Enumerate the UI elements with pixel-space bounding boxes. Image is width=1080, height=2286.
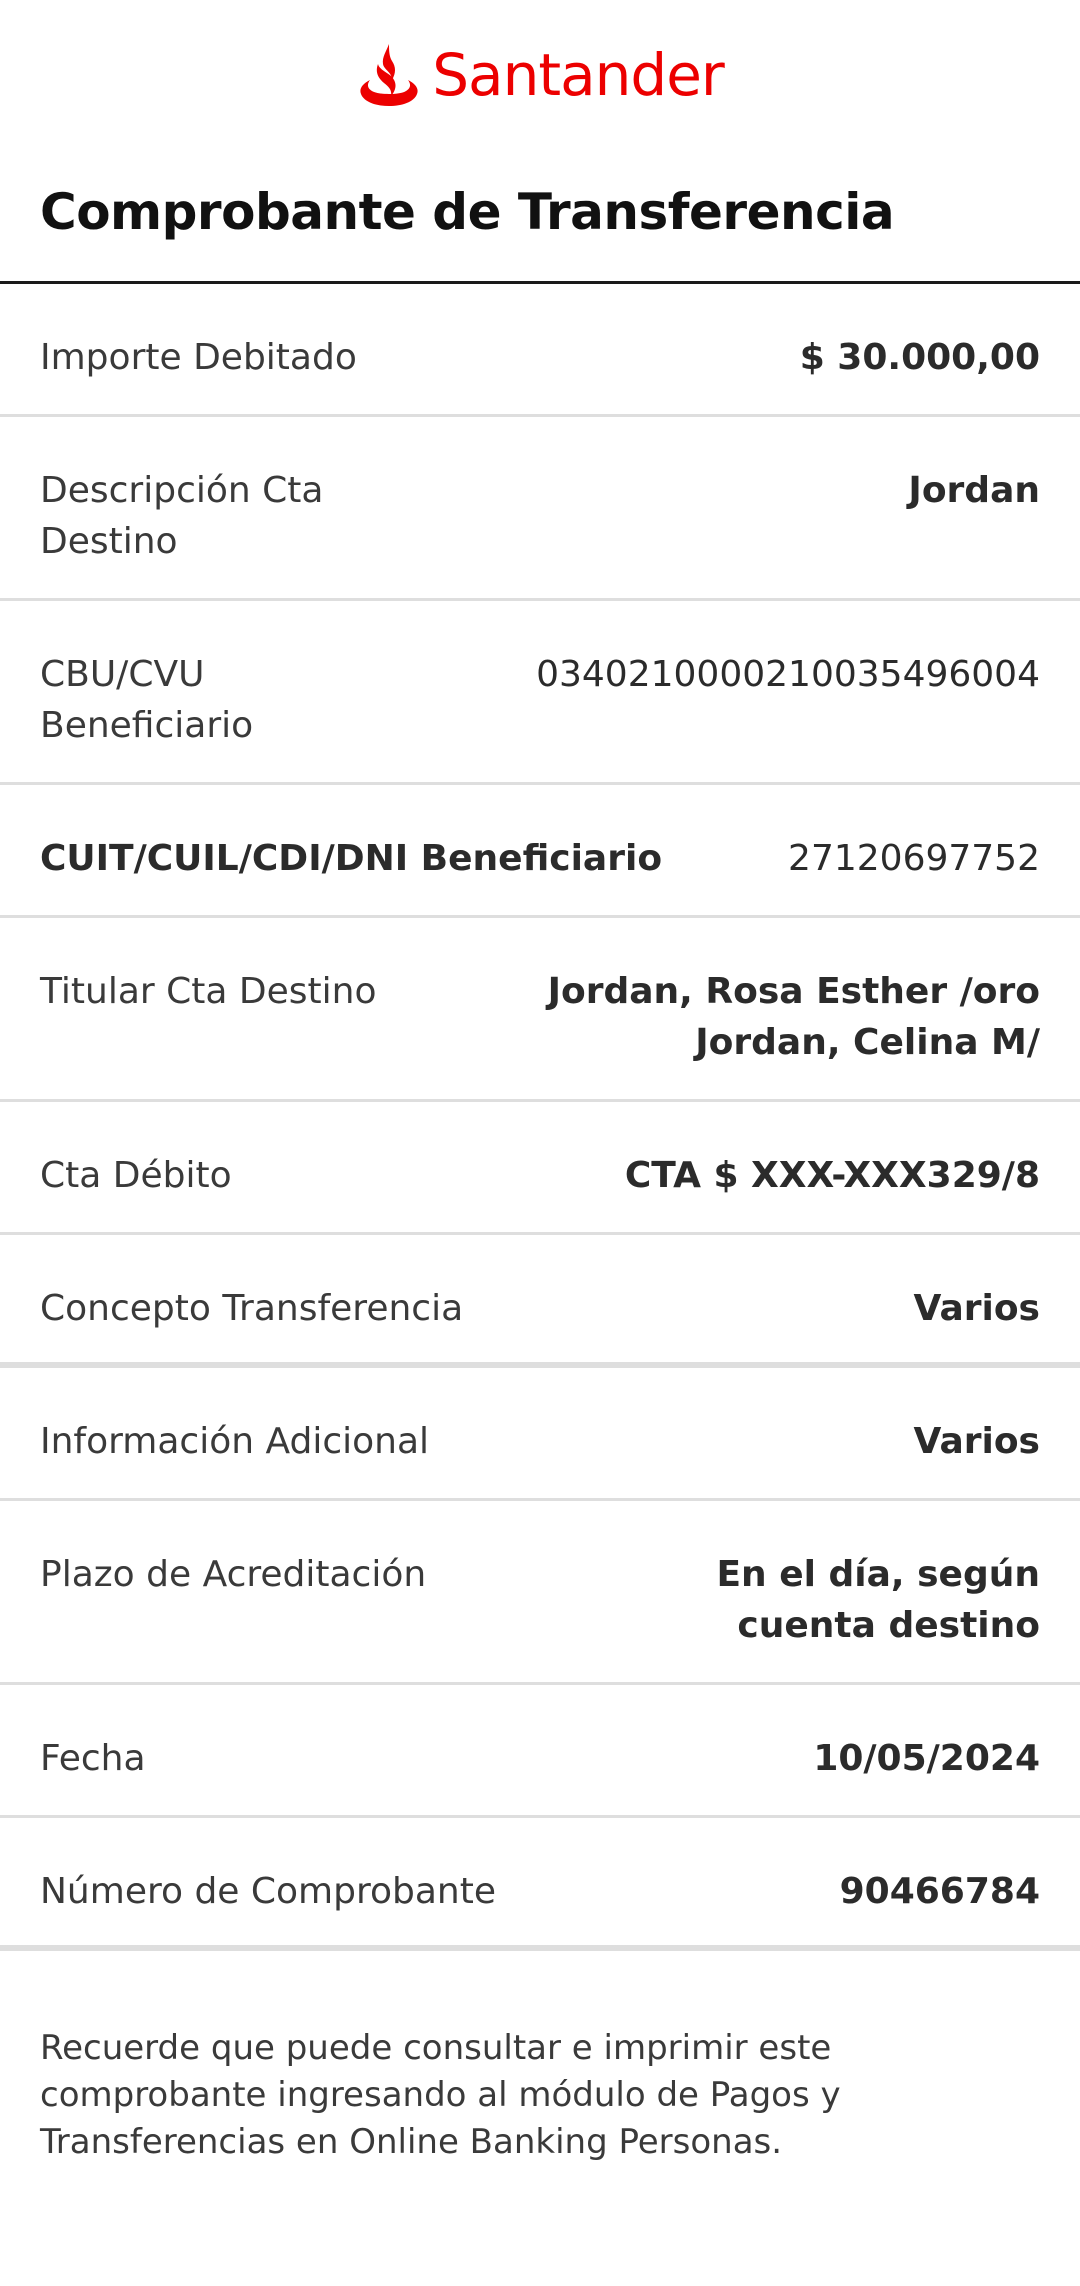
label-cta-debito: Cta Débito [40, 1155, 232, 1196]
label-cuit-cuil: CUIT/CUIL/CDI/DNI Beneficiario [40, 838, 663, 879]
value-fecha: 10/05/2024 [813, 1738, 1040, 1779]
value-plazo-acreditacion: En el día, según cuenta destino [716, 1554, 1040, 1646]
value-cuit-cuil: 27120697752 [788, 838, 1040, 879]
value-descripcion-cta-destino: Jordan [908, 470, 1040, 511]
row-descripcion-cta-destino [0, 417, 1080, 601]
row-numero-comprobante [0, 1818, 1080, 1951]
row-cta-debito [0, 1102, 1080, 1235]
brand-name: Santander [432, 41, 724, 109]
row-importe-debitado [0, 284, 1080, 417]
receipt-details [0, 284, 1080, 1951]
value-cbu-cvu: 0340210000210035496004 [536, 654, 1040, 695]
label-informacion-adicional: Información Adicional [40, 1421, 430, 1462]
row-titular-cta-destino [0, 918, 1080, 1102]
row-cuit-cuil [0, 785, 1080, 918]
row-informacion-adicional [0, 1368, 1080, 1501]
label-numero-comprobante: Número de Comprobante [40, 1871, 496, 1912]
label-plazo-acreditacion: Plazo de Acreditación [40, 1554, 427, 1595]
footer-note: Recuerde que puede consultar e imprimir este comprobante ingresando al módulo de Pagos y Transferencias en Online Banking Personas. [40, 2028, 841, 2162]
label-importe-debitado: Importe Debitado [40, 337, 357, 378]
label-descripcion-cta-destino: Descripción Cta Destino [40, 470, 324, 562]
flame-icon [356, 42, 422, 108]
header [0, 0, 1080, 150]
value-titular-cta-destino: Jordan, Rosa Esther /oro Jordan, Celina M/ [547, 971, 1040, 1063]
row-fecha [0, 1685, 1080, 1818]
value-concepto-transferencia: Varios [913, 1288, 1040, 1329]
value-cta-debito: CTA $ XXX-XXX329/8 [624, 1155, 1040, 1196]
page-title: Comprobante de Transferencia [40, 183, 895, 241]
value-importe-debitado: $ 30.000,00 [799, 337, 1040, 378]
santander-logo [356, 41, 724, 109]
row-cbu-cvu [0, 601, 1080, 785]
label-titular-cta-destino: Titular Cta Destino [40, 971, 377, 1012]
label-fecha: Fecha [40, 1738, 146, 1779]
row-plazo-acreditacion [0, 1501, 1080, 1685]
label-cbu-cvu: CBU/CVU Beneficiario [40, 654, 254, 746]
value-numero-comprobante: 90466784 [839, 1871, 1040, 1912]
row-concepto-transferencia [0, 1235, 1080, 1368]
value-informacion-adicional: Varios [913, 1421, 1040, 1462]
label-concepto-transferencia: Concepto Transferencia [40, 1288, 464, 1329]
